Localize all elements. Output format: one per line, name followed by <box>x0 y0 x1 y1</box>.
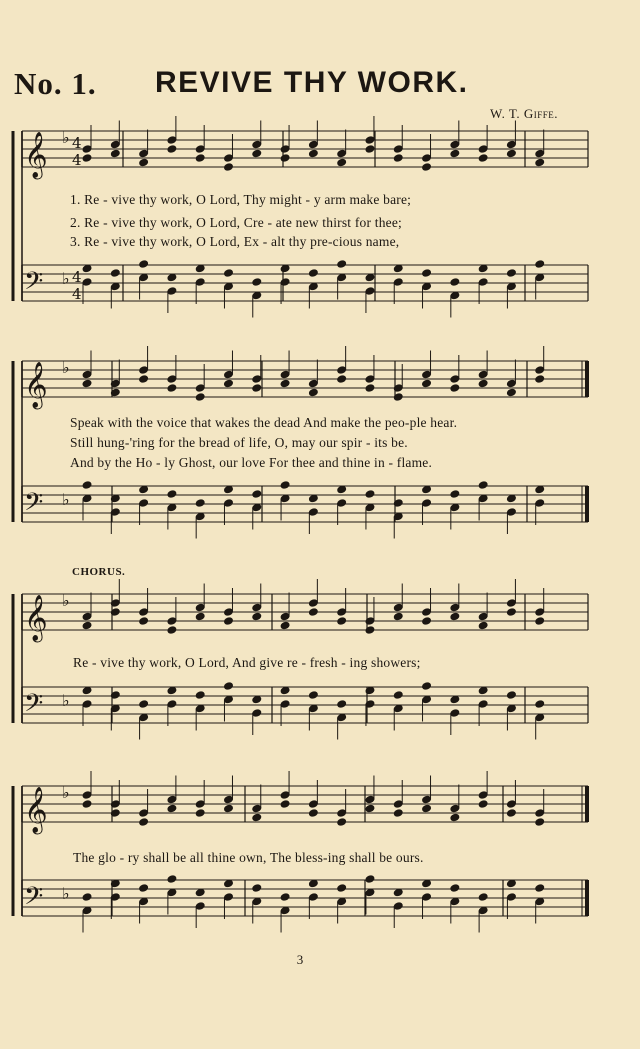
note-head <box>478 799 489 809</box>
note-head <box>534 699 545 709</box>
note-head <box>81 799 92 809</box>
time-signature-top: 4 <box>72 268 82 286</box>
note-head <box>280 379 291 389</box>
note-head <box>421 804 432 814</box>
composer-credit: W. T. Giffe. <box>490 106 558 121</box>
note-head <box>449 489 460 499</box>
note-head <box>478 621 489 631</box>
note-head <box>449 612 460 622</box>
note-head <box>251 813 262 823</box>
note-head <box>534 817 545 827</box>
lyric-chorus-line-1: Re - vive thy work, O Lord, And give re - fresh - ing showers; <box>73 655 421 670</box>
flat-sign-icon: ♭ <box>62 783 70 802</box>
note-head <box>534 158 545 168</box>
note-head <box>166 383 177 393</box>
note-head <box>336 374 347 384</box>
note-head <box>223 162 234 172</box>
note-head <box>393 612 404 622</box>
note-head <box>393 153 404 163</box>
note-head <box>506 607 517 617</box>
lyric-verse-1-line-2: Speak with the voice that wakes the dead And make the peo-ple hear. <box>70 415 458 430</box>
final-barline-thick <box>585 486 589 522</box>
note-head <box>138 883 149 893</box>
lyric-verse-3: 3. Re - vive thy work, O Lord, Ex - alt thy pre-cious name, <box>70 234 400 249</box>
note-head <box>308 808 319 818</box>
note-head <box>195 808 206 818</box>
note-head <box>195 612 206 622</box>
treble-clef-icon: 𝄞 <box>24 362 48 408</box>
note-head <box>506 388 517 398</box>
note-head <box>478 153 489 163</box>
final-barline-thick <box>585 786 589 822</box>
note-head <box>138 616 149 626</box>
note-head <box>138 259 149 269</box>
note-head <box>449 149 460 159</box>
note-head <box>166 144 177 154</box>
flat-sign-icon: ♭ <box>62 358 70 377</box>
flat-sign-icon: ♭ <box>62 691 70 710</box>
time-signature-bottom: 4 <box>72 285 82 303</box>
note-head <box>364 489 375 499</box>
bass-clef-icon: 𝄢 <box>24 267 44 302</box>
note-head <box>138 158 149 168</box>
lyric-verse-3-line-2: And by the Ho - ly Ghost, our love For thee and thine in - flame. <box>70 455 433 470</box>
note-head <box>506 268 517 278</box>
note-head <box>506 149 517 159</box>
note-head <box>251 383 262 393</box>
lyric-verse-1: 1. Re - vive thy work, O Lord, Thy might - y arm make bare; <box>70 192 412 207</box>
note-head <box>251 612 262 622</box>
note-head <box>506 808 517 818</box>
note-head <box>223 616 234 626</box>
flat-sign-icon: ♭ <box>62 884 70 903</box>
bass-clef-icon: 𝄢 <box>24 689 44 724</box>
final-barline-thick <box>585 361 589 397</box>
note-head <box>421 379 432 389</box>
note-head <box>449 813 460 823</box>
note-head <box>393 392 404 402</box>
note-head <box>421 616 432 626</box>
note-head <box>223 268 234 278</box>
note-head <box>393 808 404 818</box>
bass-clef-icon: 𝄢 <box>24 882 44 917</box>
note-head <box>421 162 432 172</box>
note-head <box>166 804 177 814</box>
flat-sign-icon: ♭ <box>62 269 70 288</box>
note-head <box>308 690 319 700</box>
note-head <box>195 392 206 402</box>
note-head <box>308 607 319 617</box>
time-signature-top: 4 <box>72 134 82 152</box>
note-head <box>478 480 489 490</box>
treble-clef-icon: 𝄞 <box>24 787 48 833</box>
note-head <box>421 268 432 278</box>
note-head <box>393 690 404 700</box>
note-head <box>534 616 545 626</box>
note-head <box>138 817 149 827</box>
note-head <box>308 268 319 278</box>
note-head <box>251 489 262 499</box>
flat-sign-icon: ♭ <box>62 591 70 610</box>
note-head <box>280 799 291 809</box>
note-head <box>364 144 375 154</box>
note-head <box>223 681 234 691</box>
note-head <box>138 699 149 709</box>
chorus-label: CHORUS. <box>72 566 126 578</box>
time-signature-bottom: 4 <box>72 151 82 169</box>
note-head <box>138 374 149 384</box>
note-head <box>478 379 489 389</box>
hymn-title: REVIVE THY WORK. <box>155 66 469 99</box>
treble-clef-icon: 𝄞 <box>24 595 48 641</box>
note-head <box>280 892 291 902</box>
hymn-number: No. 1. <box>14 66 97 101</box>
note-head <box>478 892 489 902</box>
treble-clef-icon: 𝄞 <box>24 132 48 178</box>
final-barline-thick <box>585 880 589 916</box>
note-head <box>81 379 92 389</box>
flat-sign-icon: ♭ <box>62 128 70 147</box>
note-head <box>364 804 375 814</box>
note-head <box>110 268 121 278</box>
note-head <box>308 388 319 398</box>
note-head <box>280 621 291 631</box>
note-head <box>280 153 291 163</box>
note-head <box>364 625 375 635</box>
note-head <box>336 699 347 709</box>
note-head <box>251 277 262 287</box>
note-head <box>195 153 206 163</box>
note-head <box>81 153 92 163</box>
note-head <box>223 379 234 389</box>
note-head <box>393 498 404 508</box>
note-head <box>166 625 177 635</box>
flat-sign-icon: ♭ <box>62 490 70 509</box>
bass-clef-icon: 𝄢 <box>24 488 44 523</box>
note-head <box>364 383 375 393</box>
note-head <box>364 874 375 884</box>
note-head <box>223 804 234 814</box>
note-head <box>336 883 347 893</box>
note-head <box>251 883 262 893</box>
lyric-verse-2: 2. Re - vive thy work, O Lord, Cre - ate new thirst for thee; <box>70 215 402 230</box>
note-head <box>336 259 347 269</box>
note-head <box>421 681 432 691</box>
note-head <box>81 892 92 902</box>
note-head <box>166 489 177 499</box>
page-number: 3 <box>296 952 304 967</box>
note-head <box>534 259 545 269</box>
note-head <box>280 480 291 490</box>
note-head <box>534 883 545 893</box>
note-head <box>449 383 460 393</box>
note-head <box>251 149 262 159</box>
lyric-verse-2-line-2: Still hung-'ring for the bread of life, O, may our spir - its be. <box>70 435 408 450</box>
note-head <box>336 158 347 168</box>
note-head <box>336 616 347 626</box>
lyric-chorus-line-2: The glo - ry shall be all thine own, The bless-ing shall be ours. <box>73 850 424 865</box>
note-head <box>195 498 206 508</box>
note-head <box>506 690 517 700</box>
note-head <box>81 480 92 490</box>
note-head <box>81 621 92 631</box>
note-head <box>534 374 545 384</box>
note-head <box>449 277 460 287</box>
note-head <box>336 817 347 827</box>
note-head <box>449 883 460 893</box>
note-head <box>166 874 177 884</box>
note-head <box>308 149 319 159</box>
note-head <box>195 690 206 700</box>
note-head <box>110 149 121 159</box>
